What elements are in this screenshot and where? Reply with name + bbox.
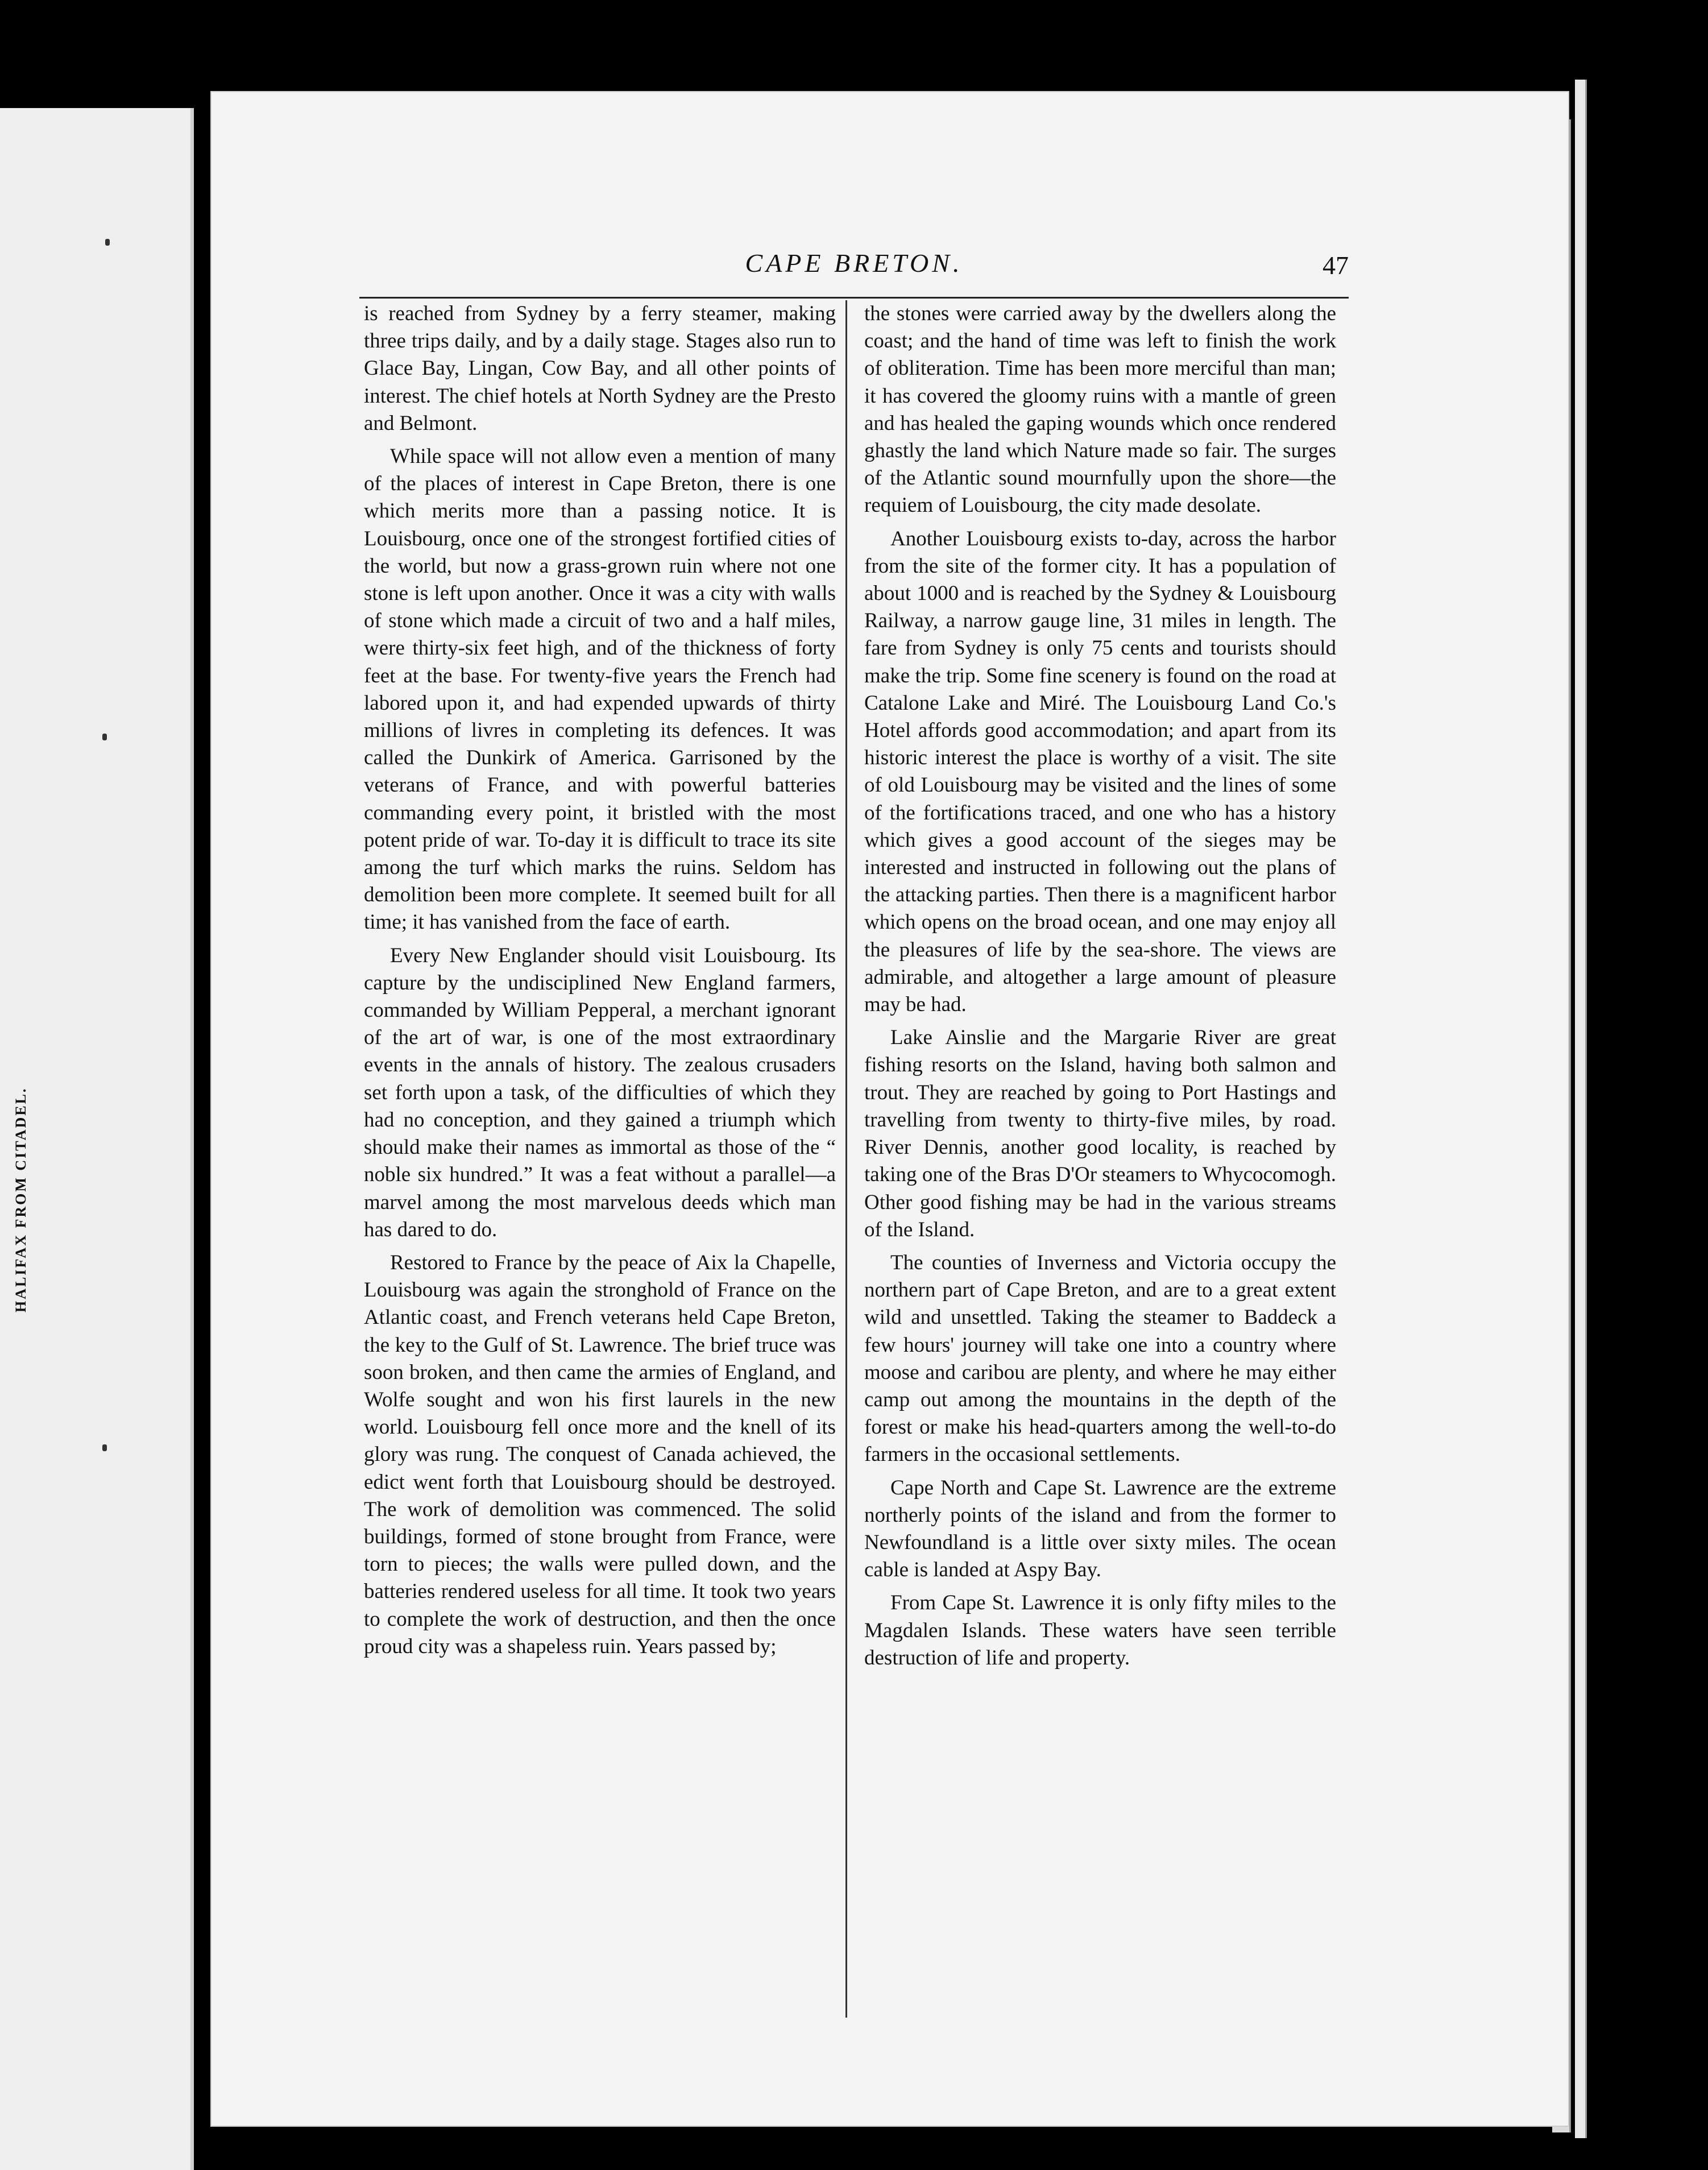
paragraph: Restored to France by the peace of Aix la Chapelle, Louisbourg was again the stronghold of France on the Atlantic coast, and French veterans held Cape Breton, the key to the Gulf of St. Lawrence. The brief truce was soon broken, and then came the armies of England, and Wolfe sought and won his first laurels in the new world. Louisbourg fell once more and the knell of its glory was rung. The conquest of Canada achieved, the edict went forth that Louisbourg should be destroyed. The work of demolition was commenced. The solid buildings, formed of stone brought from France, were torn to pieces; the walls were pulled down, and the batteries rendered useless for all time. It took two years to complete the work of destruction, and then the once proud city was a shapeless ruin. Years passed by;: [364, 1250, 836, 1658]
book-page: [210, 91, 1569, 2127]
paragraph: From Cape St. Lawrence it is only fifty miles to the Magdalen Islands. These waters have seen terrible destruction of life and property.: [864, 1591, 1336, 1670]
paragraph: Cape North and Cape St. Lawrence are the extreme northerly points of the island and from the former to Newfoundland is a little over sixty miles. The ocean cable is landed at Aspy Bay.: [864, 1476, 1336, 1582]
margin-speck: [102, 1444, 107, 1451]
paragraph: While space will not allow even a mention of many of the places of interest in Cape Breton, there is one which merits more than a passing notice. It is Louisbourg, once one of the strongest fortified cities of the world, but now a grass-grown ruin where not one stone is left upon another. Once it was a city with walls of stone which made a circuit of two and a half miles, were thirty-six feet high, and of the thickness of forty feet at the base. For twenty-five years the French had labored upon it, and had expended upwards of thirty millions of livres in completing its defences. It was called the Dunkirk of America. Garrisoned by the veterans of France, and with powerful batteries commanding every point, it bristled with the most potent pride of war. To-day it is difficult to trace its site among the turf which marks the ruins. Seldom has demolition been more complete. It seemed built for all time; it has vanished from the face of earth.: [364, 445, 836, 934]
column-divider: [845, 300, 847, 2018]
plate-caption: HALIFAX FROM CITADEL.: [13, 1087, 29, 1313]
page-number: 47: [1323, 251, 1349, 280]
margin-speck: [102, 734, 107, 740]
page-edge: [1575, 80, 1587, 2138]
paragraph: Another Louisbourg exists to-day, across the harbor from the site of the former city. It has a population of about 1000 and is reached by the Sydney & Louisbourg Railway, a narrow gauge line, 31 miles in length. The fare from Sydney is only 75 cents and tourists should make the trip. Some fine scenery is found on the road at Catalone Lake and Miré. The Louisbourg Land Co.'s Hotel affords good accommodation; and apart from its historic interest the place is worthy of a visit. The site of old Louisbourg may be visited and the lines of some of the fortifications traced, and one who has a history which gives a good account of the sieges may be interested and instructed in following out the plans of the attacking parties. Then there is a magnificent harbor which opens on the broad ocean, and one may enjoy all the pleasures of life by the sea-shore. The views are admirable, and altogether a large amount of pleasure may be had.: [864, 527, 1336, 1017]
paragraph: The counties of Inverness and Victoria occupy the northern part of Cape Breton, and are to a great extent wild and unsettled. Taking the steamer to Baddeck a few hours' journey will take one into a country where moose and caribou are plenty, and where he may either camp out among the mountains in the depth of the forest or make his head-quarters among the well-to-do farmers in the occasional settlements.: [864, 1250, 1336, 1467]
paragraph: is reached from Sydney by a ferry steamer, making three trips daily, and by a daily stage. Stages also run to Glace Bay, Lingan, Cow Bay, and all other points of interest. The chief hotels at North Sydney are the Presto and Belmont.: [364, 302, 836, 435]
right-text-column: [864, 300, 1336, 1995]
left-text-column: [364, 300, 836, 1995]
margin-speck: [105, 239, 110, 246]
paragraph: Lake Ainslie and the Margarie River are great fishing resorts on the Island, having both salmon and trout. They are reached by going to Port Hastings and travelling from twenty to thirty-five miles, by road. River Dennis, another good locality, is reached by taking one of the Bras D'Or steamers to Whycocomogh. Other good fishing may be had in the various streams of the Island.: [864, 1026, 1336, 1241]
paragraph: the stones were carried away by the dwellers along the coast; and the hand of time was left to finish the work of obliteration. Time has been more merciful than man; it has covered the gloomy ruins with a mantle of green and has healed the gaping wounds which once rendered ghastly the land which Nature made so fair. The surges of the Atlantic sound mournfully upon the shore—the requiem of Louisbourg, the city made desolate.: [864, 302, 1336, 517]
header-rule: [359, 297, 1349, 299]
running-head: CAPE BRETON.: [745, 249, 963, 278]
paragraph: Every New Englander should visit Louisbourg. Its capture by the undisciplined New England farmers, commanded by William Pepperal, a merchant ignorant of the art of war, is one of the most extraordinary events in the annals of history. The zealous crusaders set forth upon a task, of the difficulties of which they had no conception, and they gained a triumph which should make their names as immortal as those of the “ noble six hundred.” It was a feat without a parallel—a marvel among the most marvelous deeds which man has dared to do.: [364, 943, 836, 1241]
facing-page: [0, 108, 194, 2170]
